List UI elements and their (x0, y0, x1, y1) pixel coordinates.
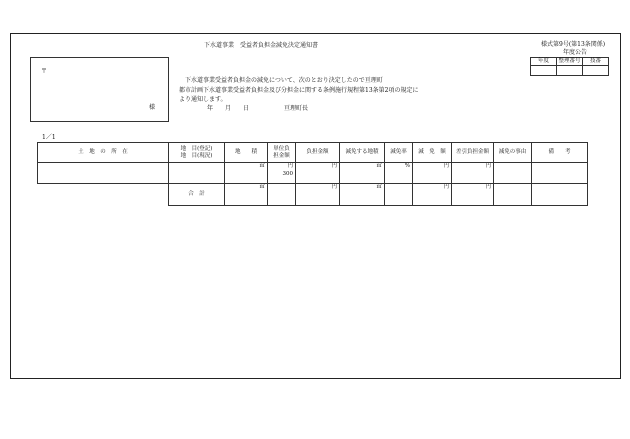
body-line-1: 下水道事業受益者負担金の減免について、次のとおり決定したので亘理町 (185, 77, 383, 84)
honorific-label: 様 (149, 104, 156, 111)
header-exempt-amount: 減 免 額 (413, 143, 452, 163)
total-exempt-amount[interactable]: 円 (413, 184, 452, 206)
cell-rate[interactable]: % (385, 163, 413, 184)
header-exempt-area: 減免する地積 (340, 143, 385, 163)
total-remarks (532, 184, 588, 206)
table-header-row (38, 143, 588, 163)
unit-price-value: 300 (282, 170, 293, 177)
detail-table (37, 142, 588, 206)
header-unit-price-line1: 単位負 (273, 146, 290, 152)
header-reason: 減免の事由 (494, 143, 532, 163)
header-charge: 負担金額 (296, 143, 340, 163)
total-rate (385, 184, 413, 206)
total-net-charge[interactable]: 円 (452, 184, 494, 206)
form-number: 様式第9号(第13条関係) (541, 41, 606, 48)
control-header-year: 年度 (531, 58, 557, 66)
control-cell-branch[interactable] (583, 66, 609, 76)
body-line-3: より通知します。 (179, 96, 227, 103)
header-location: 土 地 の 所 在 (38, 143, 169, 163)
header-area: 地 積 (225, 143, 268, 163)
header-net-charge: 差引負担金額 (452, 143, 494, 163)
cell-chimoku[interactable] (169, 163, 225, 184)
header-rate: 減免率 (385, 143, 413, 163)
total-unit-price (268, 184, 296, 206)
control-header-branch: 技番 (583, 58, 609, 66)
total-charge[interactable]: 円 (296, 184, 340, 206)
total-spacer (38, 184, 169, 206)
cell-exempt-amount[interactable]: 円 (413, 163, 452, 184)
postal-mark: 〒 (41, 68, 48, 75)
total-area[interactable]: ㎡ (225, 184, 268, 206)
cell-exempt-area[interactable]: ㎡ (340, 163, 385, 184)
cell-area[interactable]: ㎡ (225, 163, 268, 184)
header-chimoku-registered: 地 目(登記) (180, 146, 213, 152)
cell-unit-price[interactable] (268, 163, 296, 184)
unit-price-unit: 円 (287, 163, 293, 169)
total-exempt-area[interactable]: ㎡ (340, 184, 385, 206)
control-table (530, 57, 609, 76)
page-number: 1／1 (42, 134, 56, 141)
cell-charge[interactable]: 円 (296, 163, 340, 184)
header-remarks: 備 考 (532, 143, 588, 163)
body-line-2: 都市計画下水道事業受益者負担金及び分担金に関する条例施行規程第13条第2項の規定に (179, 87, 419, 94)
control-cell-year[interactable] (531, 66, 557, 76)
control-cell-number[interactable] (557, 66, 583, 76)
header-unit-price (268, 143, 296, 163)
header-unit-price-line2: 担金額 (273, 152, 290, 159)
year-notice-label: 年度公告 (563, 49, 588, 56)
cell-reason[interactable] (494, 163, 532, 184)
header-chimoku (169, 143, 225, 163)
cell-net-charge[interactable]: 円 (452, 163, 494, 184)
issuer-name: 亘理町長 (284, 105, 309, 112)
table-row (38, 163, 588, 184)
total-label: 合 計 (169, 184, 225, 206)
cell-location[interactable] (38, 163, 169, 184)
total-row (38, 184, 588, 206)
total-reason (494, 184, 532, 206)
document-title: 下水道事業 受益者負担金減免決定通知書 (204, 42, 319, 49)
header-chimoku-current: 地 目(現況) (180, 152, 213, 159)
cell-remarks[interactable] (532, 163, 588, 184)
date-line: 年 月 日 (207, 105, 250, 112)
address-box (30, 57, 169, 122)
control-header-number: 整理番号 (558, 58, 581, 64)
